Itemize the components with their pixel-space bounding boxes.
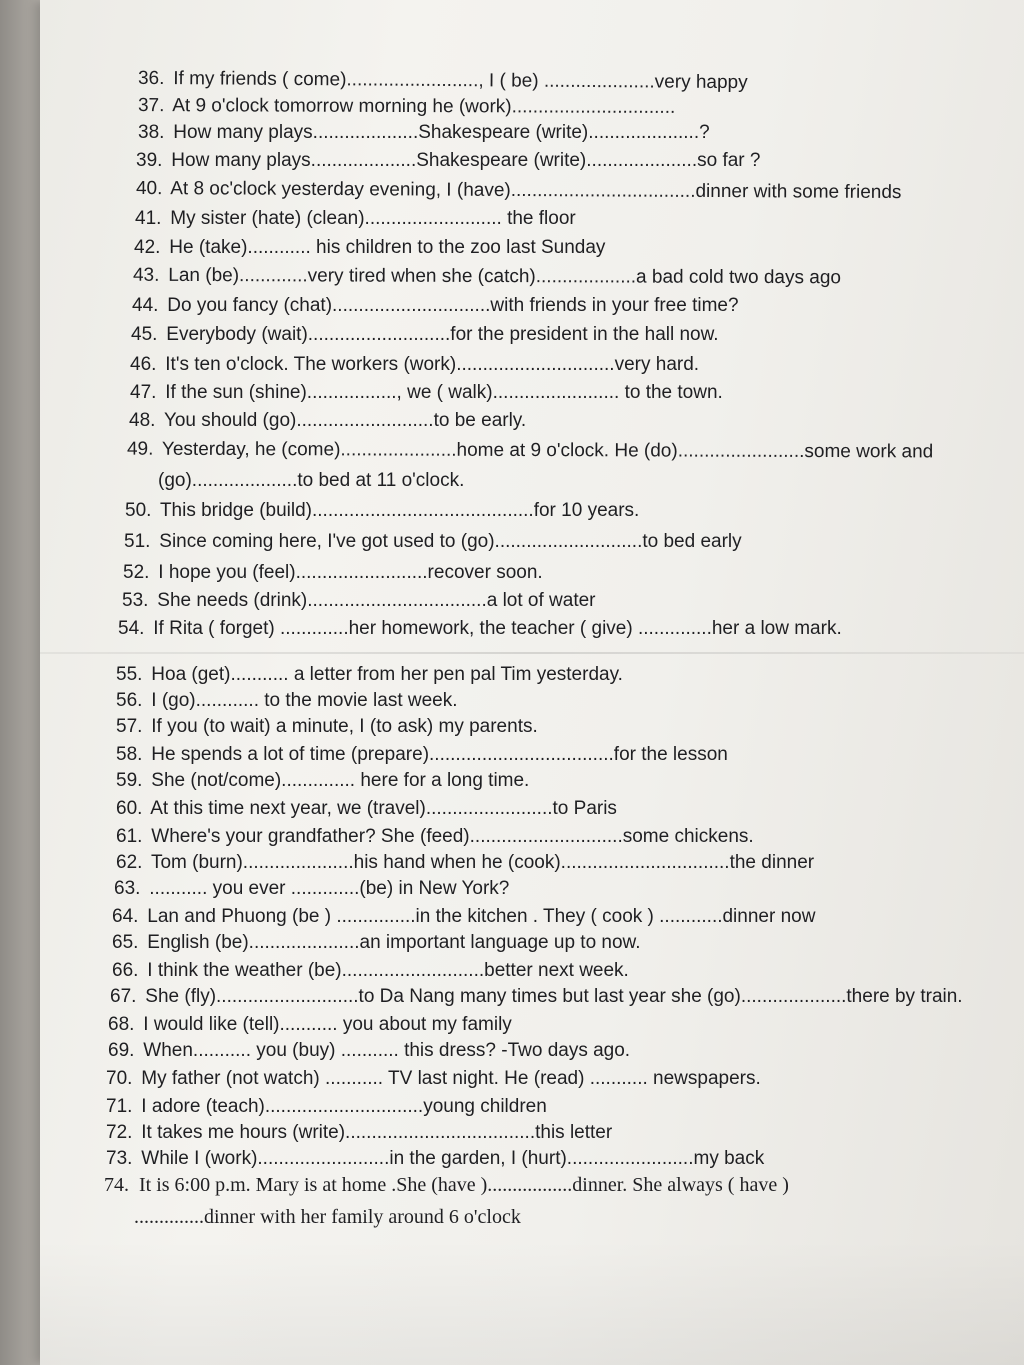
question-43: 43. Lan (be).............very tired when she (catch)...................a bad cold two days ago	[132, 264, 842, 289]
question-51: 51. Since coming here, I've got used to (go)............................to bed early	[124, 531, 742, 552]
question-48: 48. You should (go)..........................to be early.	[129, 410, 527, 431]
question-36: 36. If my friends ( come)........................., I ( be) .....................very happy	[137, 67, 748, 94]
paper-fold-line	[40, 652, 1024, 654]
question-53: 53. She needs (drink)..................................a lot of water	[122, 590, 596, 611]
question-73: 73. While I (work).........................in the garden, I (hurt)........................my back	[106, 1148, 765, 1169]
question-58: 58. He spends a lot of time (prepare)...................................for the lesson	[116, 744, 728, 765]
question-45: 45. Everybody (wait)...........................for the president in the hall now.	[131, 324, 719, 345]
question-56: 56. I (go)............ to the movie last week.	[116, 690, 458, 711]
question-68: 68. I would like (tell)........... you about my family	[108, 1014, 512, 1035]
question-60: 60. At this time next year, we (travel)........................to Paris	[116, 798, 617, 819]
question-74: 74. It is 6:00 p.m. Mary is at home .She (have ).................dinner. She always ( have )	[104, 1174, 789, 1196]
question-49: 49. Yesterday, he (come)......................home at 9 o'clock. He (do)........................some work and	[126, 438, 934, 463]
question-55: 55. Hoa (get)........... a letter from her pen pal Tim yesterday.	[116, 664, 623, 685]
question-47: 47. If the sun (shine)................., we ( walk)........................ to the town.	[130, 382, 723, 403]
question-69: 69. When........... you (buy) ........... this dress? -Two days ago.	[108, 1040, 631, 1061]
question-57: 57. If you (to wait) a minute, I (to ask) my parents.	[116, 716, 538, 737]
question-39: 39. How many plays....................Shakespeare (write).....................so far ?	[136, 150, 761, 171]
question-49-continued: (go)....................to bed at 11 o'clock.	[158, 470, 465, 491]
question-46: 46. It's ten o'clock. The workers (work)..............................very hard.	[130, 354, 700, 375]
question-74-continued: ..............dinner with her family around 6 o'clock	[134, 1206, 521, 1228]
question-64: 64. Lan and Phuong (be ) ...............in the kitchen . They ( cook ) ............dinner now	[112, 906, 816, 927]
question-41: 41. My sister (hate) (clean).......................... the floor	[135, 208, 576, 229]
question-52: 52. I hope you (feel).........................recover soon.	[123, 562, 543, 583]
question-40: 40. At 8 oc'clock yesterday evening, I (have)...................................dinner with some friends	[135, 177, 902, 204]
paper-shadow	[40, 1240, 1024, 1365]
question-62: 62. Tom (burn).....................his hand when he (cook)................................the dinner	[116, 852, 815, 873]
question-37: 37. At 9 o'clock tomorrow morning he (work)...............................	[137, 95, 676, 118]
question-61: 61. Where's your grandfather? She (feed).............................some chickens.	[116, 826, 754, 847]
question-72: 72. It takes me hours (write)....................................this letter	[106, 1122, 613, 1143]
question-65: 65. English (be).....................an important language up to now.	[112, 932, 641, 953]
question-50: 50. This bridge (build)..........................................for 10 years.	[125, 500, 640, 521]
question-54: 54. If Rita ( forget) .............her homework, the teacher ( give) ..............her a low mark.	[118, 618, 842, 639]
question-66: 66. I think the weather (be)...........................better next week.	[112, 960, 629, 981]
question-59: 59. She (not/come).............. here for a long time.	[116, 770, 530, 791]
question-70: 70. My father (not watch) ........... TV last night. He (read) ........... newspapers.	[106, 1068, 761, 1089]
question-38: 38. How many plays....................Shakespeare (write).....................?	[138, 122, 710, 143]
question-67: 67. She (fly)...........................to Da Nang many times but last year she (go)....................there by train.	[110, 986, 963, 1007]
question-71: 71. I adore (teach)..............................young children	[106, 1096, 547, 1117]
question-42: 42. He (take)............ his children to the zoo last Sunday	[134, 237, 606, 258]
question-63: 63. ........... you ever .............(be) in New York?	[114, 878, 510, 899]
question-44: 44. Do you fancy (chat)..............................with friends in your free time?	[132, 295, 739, 316]
